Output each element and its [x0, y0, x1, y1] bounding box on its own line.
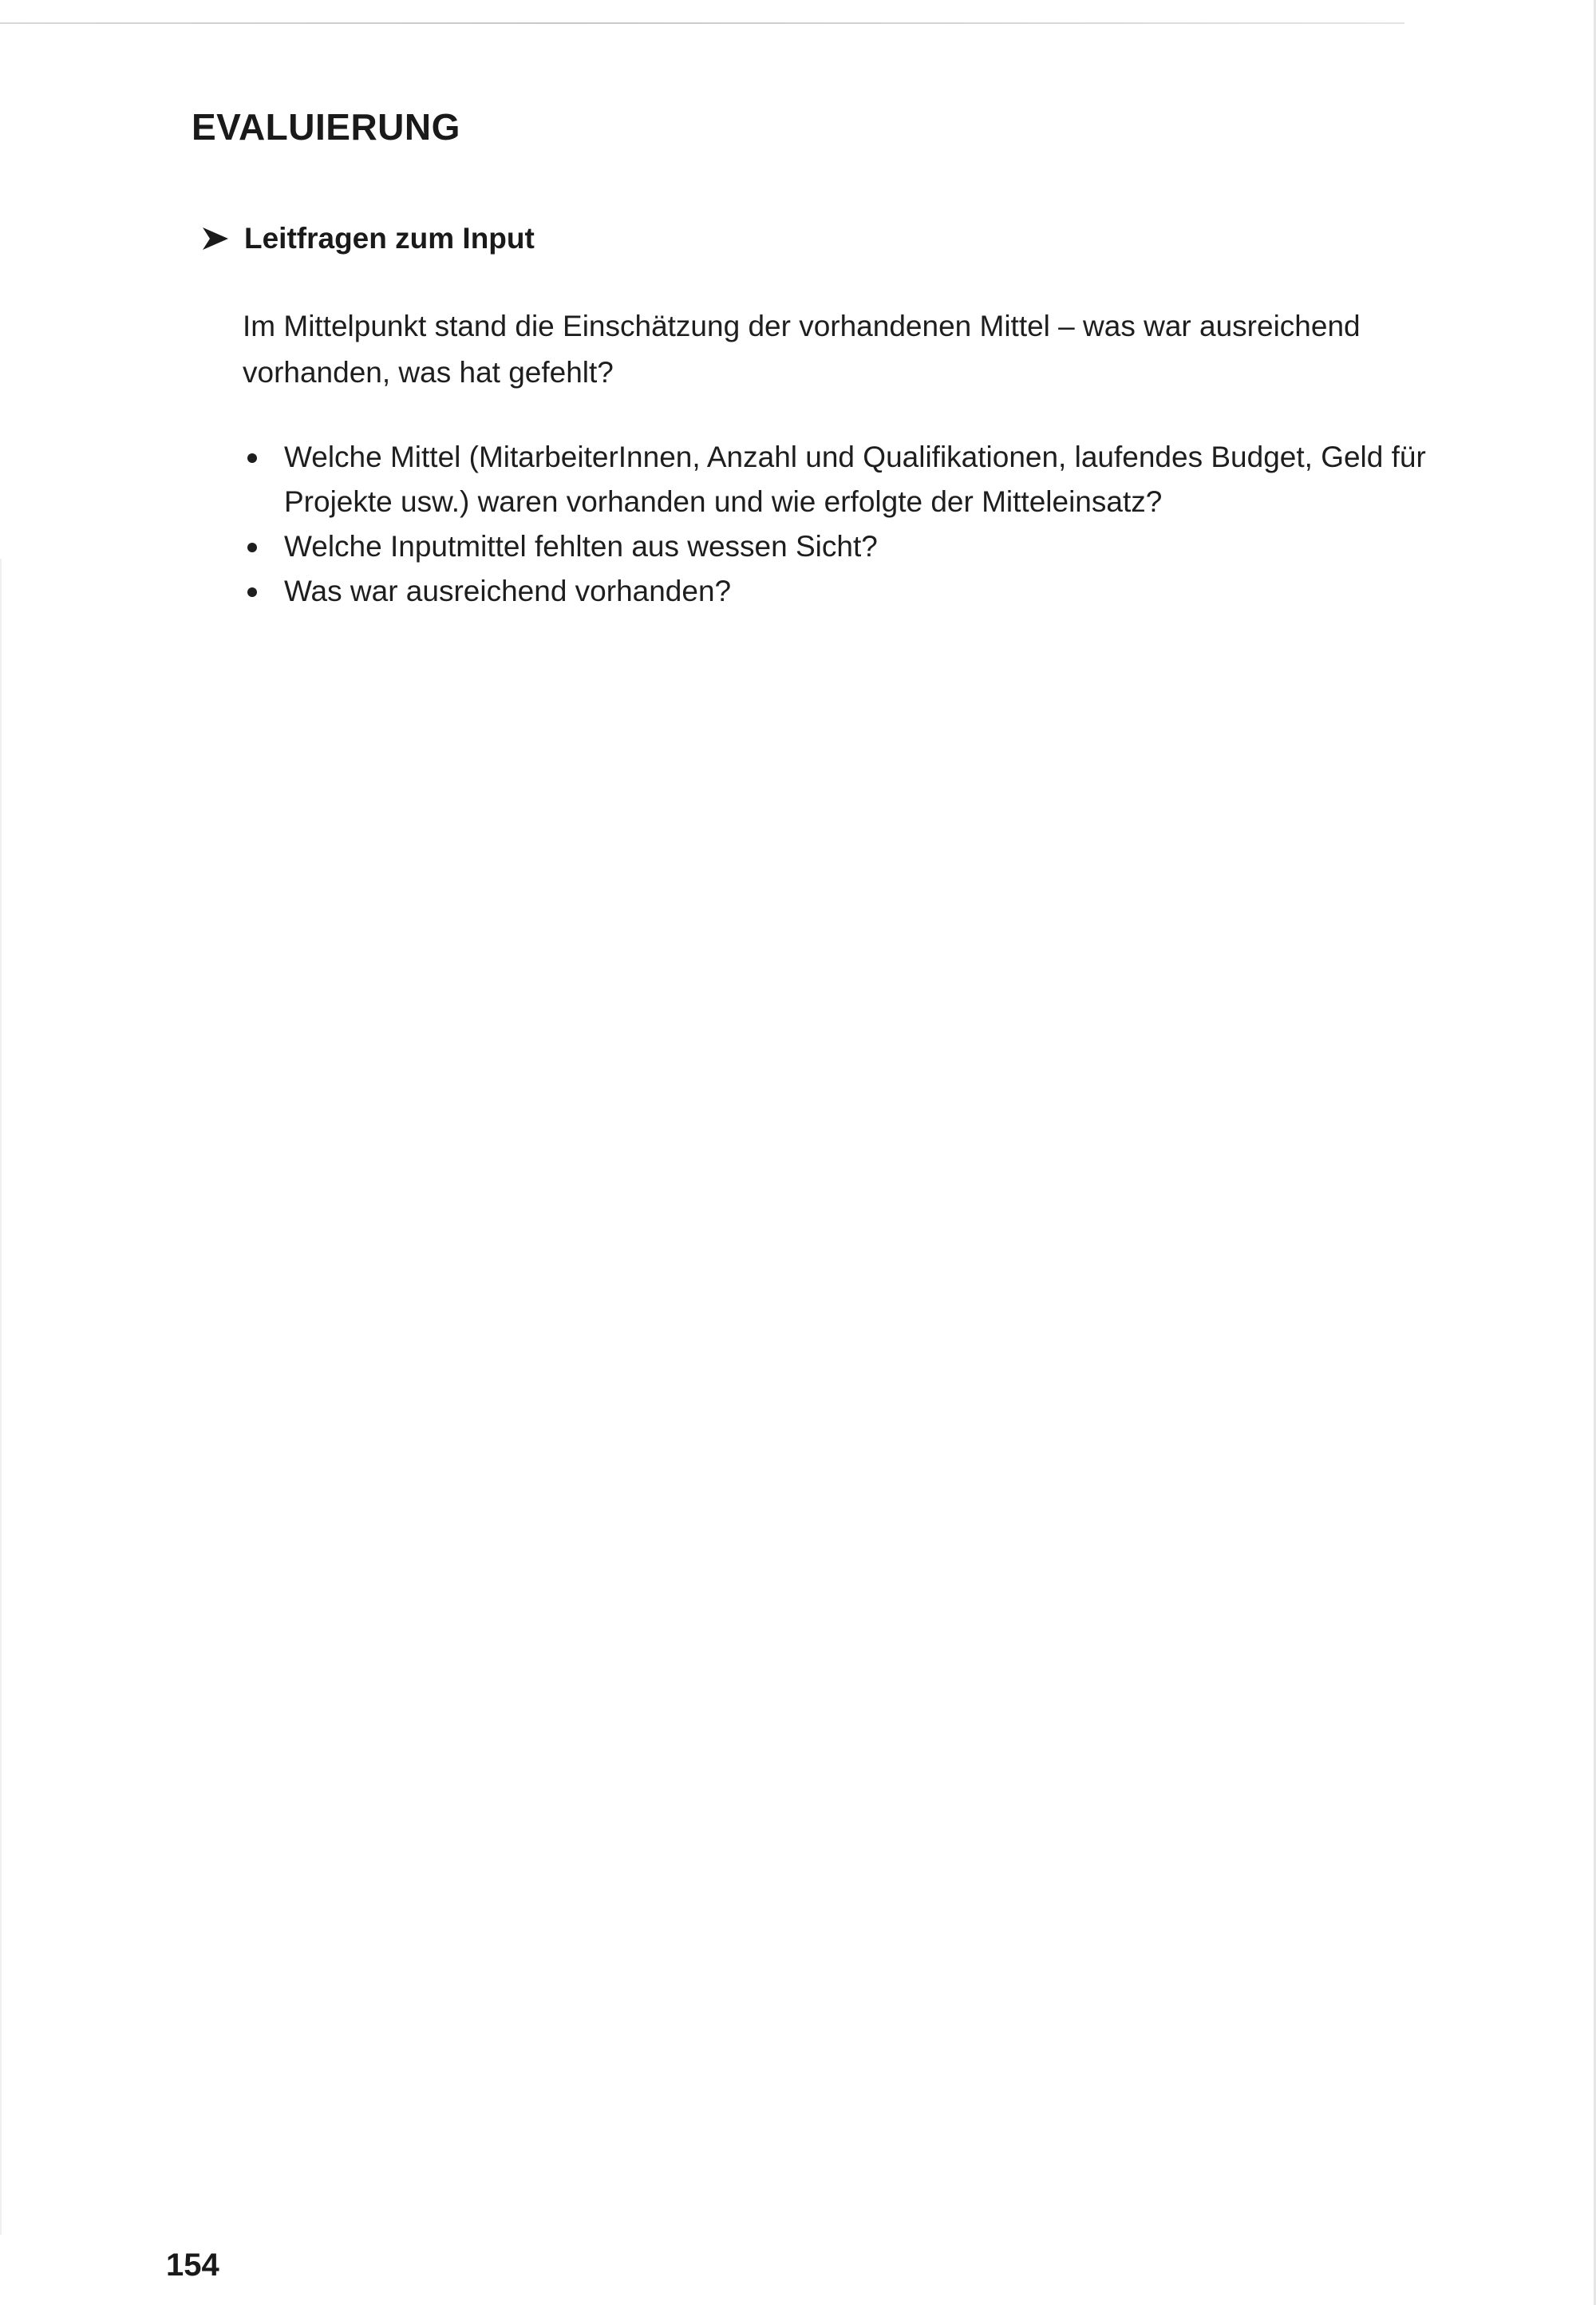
page-number: 154 [166, 2248, 219, 2283]
bullet-icon [247, 587, 257, 597]
list-item-text: Was war ausreichend vorhanden? [284, 575, 732, 607]
section-heading [203, 222, 535, 255]
list-item [243, 569, 1456, 614]
bullet-icon [247, 453, 257, 463]
arrow-right-icon [203, 227, 228, 250]
list-item [243, 524, 1456, 569]
list-item [243, 435, 1456, 524]
intro-paragraph: Im Mittelpunkt stand die Einschätzung der vorhandenen Mittel – was war ausreichend vorhanden, was hat gefehlt? [243, 310, 1361, 389]
top-rule [0, 22, 1404, 24]
bullet-icon [247, 543, 257, 552]
question-list [243, 435, 1456, 614]
page-title: EVALUIERUNG [192, 106, 460, 148]
list-item-text: Welche Inputmittel fehlten aus wessen Sicht? [284, 530, 878, 563]
page-edge-left [0, 559, 2, 2235]
list-item-text: Welche Mittel (MitarbeiterInnen, Anzahl und Qualifikationen, laufendes Budget, Geld für Projekte usw.) waren vorhanden und wie erfolgte der Mitteleinsatz? [284, 441, 1426, 518]
section-heading-text: Leitfragen zum Input [244, 222, 535, 255]
